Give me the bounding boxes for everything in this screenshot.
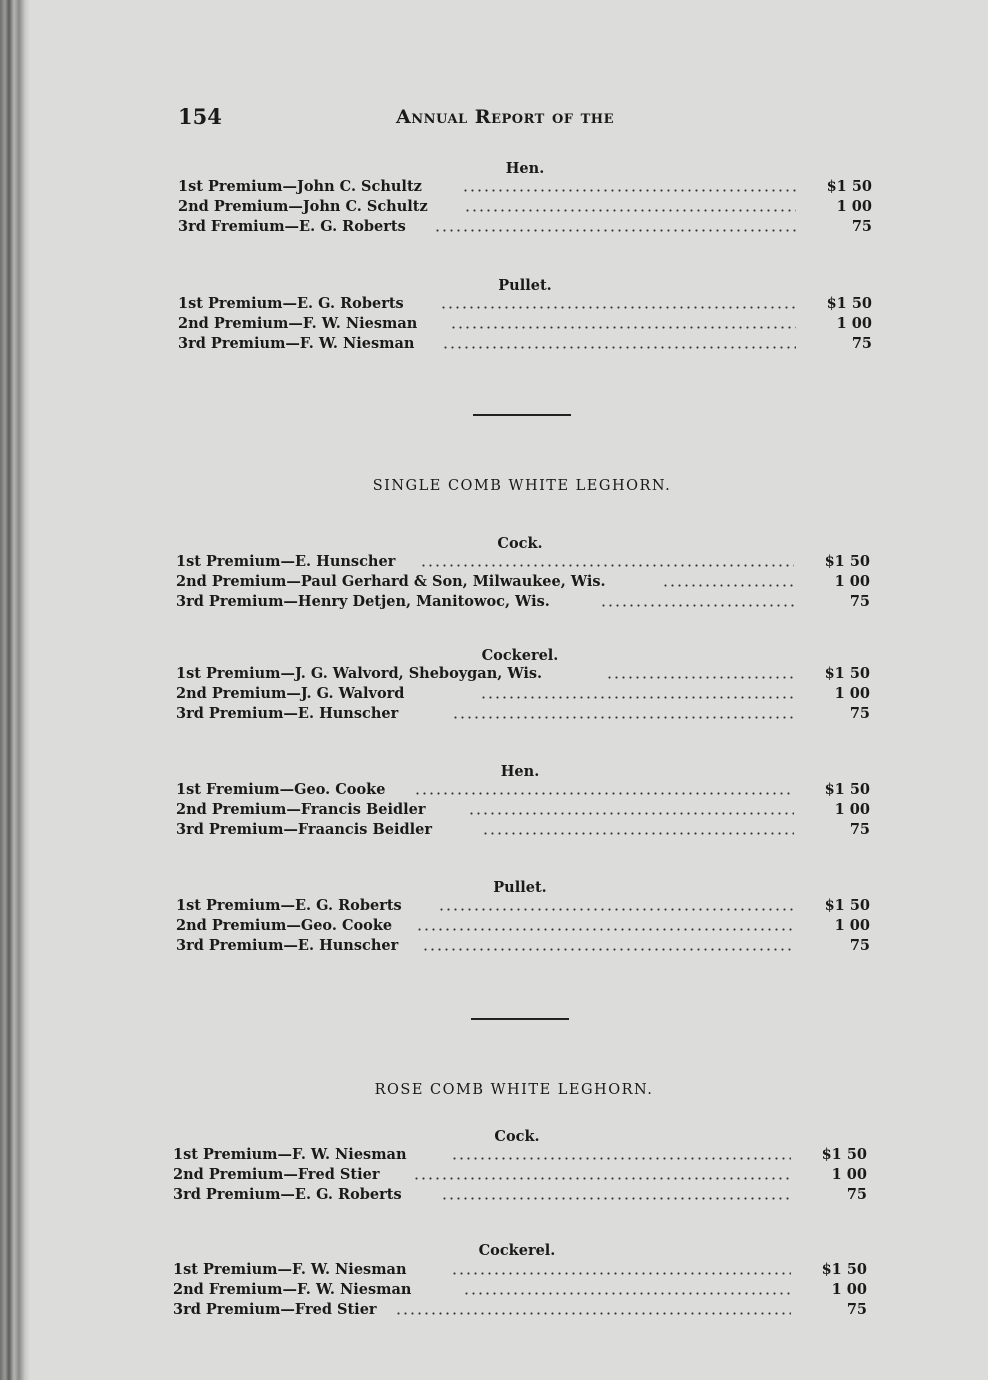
dot-leader [480,696,794,699]
premium-amount: $1 50 [824,553,870,570]
premium-amount: $1 50 [821,1261,867,1278]
section-title-rose-comb: ROSE COMB WHITE LEGHORN. [374,1082,654,1098]
premium-label: 3rd Premium—Henry Detjen, Manitowoc, Wis. [176,593,550,610]
section-divider [473,414,571,416]
premium-row [173,1281,867,1301]
dot-leader [462,189,796,192]
premium-label: 2nd Premium—Paul Gerhard & Son, Milwaukee, Wis. [176,573,606,590]
premium-row [176,917,870,937]
premium-label: 3rd Premium—Fraancis Beidler [176,821,432,838]
premium-amount: 1 00 [834,685,870,702]
subheading-cockerel: Cockerel. [478,1242,556,1259]
premium-amount: $1 50 [826,178,872,195]
dot-leader [450,326,796,329]
premium-label: 2nd Premium—Geo. Cooke [176,917,393,934]
premium-amount: 1 00 [836,315,872,332]
premium-label: 2nd Premium—John C. Schultz [178,198,428,215]
premium-row [176,665,870,685]
premium-amount: 1 00 [831,1166,867,1183]
premium-amount: 75 [846,1186,867,1203]
premium-row [178,335,872,355]
dot-leader [482,832,794,835]
premium-label: 3rd Premium—E. Hunscher [176,705,399,722]
dot-leader [416,928,794,931]
subheading-pullet: Pullet. [493,879,547,896]
dot-leader [434,229,796,232]
premium-label: 2nd Premium—F. W. Niesman [178,315,418,332]
premium-label: 2nd Premium—Fred Stier [173,1166,380,1183]
premium-row [176,821,870,841]
premium-label: 1st Premium—J. G. Walvord, Sheboygan, Wis. [176,665,543,682]
premium-row [173,1186,867,1206]
premium-label: 2nd Fremium—F. W. Niesman [173,1281,412,1298]
dot-leader [420,564,794,567]
premium-amount: 75 [849,821,870,838]
section-title-single-comb: SINGLE COMB WHITE LEGHORN. [372,478,672,494]
premium-label: 1st Premium—E. G. Roberts [176,897,402,914]
premium-amount: 75 [851,218,872,235]
dot-leader [662,584,794,587]
dot-leader [438,908,794,911]
premium-amount: $1 50 [824,781,870,798]
premium-label: 1st Premium—John C. Schultz [178,178,422,195]
premium-amount: $1 50 [824,897,870,914]
premium-row [176,897,870,917]
premium-amount: 1 00 [836,198,872,215]
premium-label: 3rd Premium—E. G. Roberts [173,1186,402,1203]
premium-row [176,781,870,801]
premium-amount: 1 00 [834,801,870,818]
premium-row [176,685,870,705]
premium-amount: 75 [849,593,870,610]
premium-amount: 75 [849,705,870,722]
page-number: 154 [178,104,222,129]
premium-label: 1st Premium—F. W. Niesman [173,1146,407,1163]
premium-row [176,801,870,821]
dot-leader [442,346,796,349]
premium-amount: 1 00 [834,573,870,590]
section-divider [471,1018,569,1020]
premium-row [173,1301,867,1321]
premium-row [176,593,870,613]
dot-leader [451,1272,791,1275]
premium-row [178,178,872,198]
premium-label: 3rd Premium—F. W. Niesman [178,335,415,352]
dot-leader [414,792,794,795]
dot-leader [468,812,794,815]
dot-leader [395,1312,791,1315]
premium-label: 3rd Premium—E. Hunscher [176,937,399,954]
premium-row [176,937,870,957]
premium-amount: 75 [851,335,872,352]
premium-amount: 75 [846,1301,867,1318]
page [30,0,988,1380]
premium-amount: 75 [849,937,870,954]
premium-row [178,218,872,238]
premium-row [176,553,870,573]
premium-row [178,315,872,335]
premium-amount: $1 50 [826,295,872,312]
premium-label: 1st Premium—E. G. Roberts [178,295,404,312]
premium-label: 3rd Premium—Fred Stier [173,1301,377,1318]
book-spine [0,0,30,1380]
premium-amount: $1 50 [824,665,870,682]
dot-leader [451,1157,791,1160]
dot-leader [452,716,794,719]
premium-label: 1st Fremium—Geo. Cooke [176,781,386,798]
premium-row [173,1146,867,1166]
page-header [178,104,878,138]
premium-label: 1st Premium—F. W. Niesman [173,1261,407,1278]
subheading-cockerel: Cockerel. [481,647,559,664]
premium-row [178,198,872,218]
premium-label: 1st Premium—E. Hunscher [176,553,396,570]
dot-leader [440,306,796,309]
premium-row [173,1166,867,1186]
running-title: Annual Report of the [396,106,614,128]
premium-amount: 1 00 [831,1281,867,1298]
dot-leader [464,209,796,212]
premium-label: 3rd Fremium—E. G. Roberts [178,218,406,235]
dot-leader [463,1292,791,1295]
dot-leader [606,676,794,679]
premium-label: 2nd Premium—J. G. Walvord [176,685,405,702]
subheading-pullet: Pullet. [498,277,552,294]
subheading-cock: Cock. [497,535,543,552]
premium-row [173,1261,867,1281]
dot-leader [441,1197,791,1200]
subheading-hen: Hen. [505,160,545,177]
subheading-hen: Hen. [500,763,540,780]
premium-label: 2nd Premium—Francis Beidler [176,801,426,818]
subheading-cock: Cock. [494,1128,540,1145]
dot-leader [413,1177,791,1180]
premium-amount: $1 50 [821,1146,867,1163]
dot-leader [600,604,794,607]
premium-row [176,705,870,725]
premium-row [176,573,870,593]
premium-row [178,295,872,315]
premium-amount: 1 00 [834,917,870,934]
dot-leader [422,948,794,951]
